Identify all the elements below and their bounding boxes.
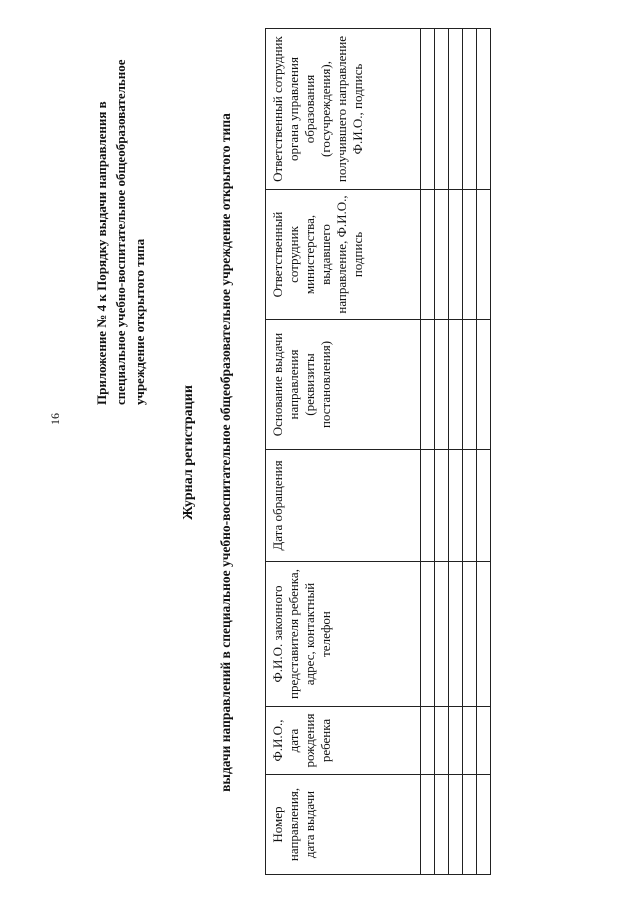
table-cell xyxy=(435,707,449,775)
page-number: 16 xyxy=(48,413,62,425)
table-cell xyxy=(477,707,491,775)
column-header-representative: Ф.И.О. законного представителя ребенка, адрес, контактный телефон xyxy=(266,562,421,707)
table-row xyxy=(477,29,491,875)
table-cell xyxy=(435,190,449,320)
table-cell xyxy=(421,29,435,190)
table-row xyxy=(463,29,477,875)
table-cell xyxy=(435,562,449,707)
journal-subtitle: выдачи направлений в специальное учебно-воспитательное общеобразовательное учреждение открытого типа xyxy=(218,113,233,792)
table-cell xyxy=(421,190,435,320)
table-cell xyxy=(449,320,463,450)
table-header-row xyxy=(266,29,421,875)
table-cell xyxy=(463,320,477,450)
table-cell xyxy=(449,562,463,707)
column-header-request-date: Дата обращения xyxy=(266,450,421,562)
column-header-receiving-employee: Ответственный сотрудник органа управления образования (госучреждения), получившего направление Ф.И.О., подпись xyxy=(266,29,421,190)
table-cell xyxy=(463,562,477,707)
table-cell xyxy=(435,29,449,190)
table-cell xyxy=(435,320,449,450)
table-cell xyxy=(435,450,449,562)
table-cell xyxy=(463,707,477,775)
table-cell xyxy=(477,775,491,875)
table-cell xyxy=(421,320,435,450)
table-cell xyxy=(477,450,491,562)
table-cell xyxy=(477,320,491,450)
table-row xyxy=(449,29,463,875)
table-cell xyxy=(421,707,435,775)
table-body xyxy=(421,29,491,875)
table-cell xyxy=(435,775,449,875)
column-header-child-name: Ф.И.О., дата рождения ребенка xyxy=(266,707,421,775)
journal-title: Журнал регистрации xyxy=(181,385,196,520)
column-header-ministry-employee: Ответственный сотрудник министерства, выдавшего направление, Ф.И.О., подпись xyxy=(266,190,421,320)
table-cell xyxy=(477,29,491,190)
table-cell xyxy=(449,707,463,775)
table-cell xyxy=(449,450,463,562)
table-cell xyxy=(421,562,435,707)
column-header-basis: Основание выдачи направления (реквизиты постановления) xyxy=(266,320,421,450)
table-cell xyxy=(477,562,491,707)
table-cell xyxy=(449,190,463,320)
table-row xyxy=(421,29,435,875)
table-cell xyxy=(477,190,491,320)
appendix-heading: Приложение № 4 к Порядку выдачи направления в специальное учебно-воспитательное общеобразовательное учреждение открытого типа xyxy=(94,59,147,405)
column-header-direction-number: Номер направления, дата выдачи xyxy=(266,775,421,875)
table-cell xyxy=(449,775,463,875)
table-cell xyxy=(463,450,477,562)
table-cell xyxy=(421,450,435,562)
table-row xyxy=(435,29,449,875)
table-cell xyxy=(421,775,435,875)
registration-table xyxy=(265,28,491,875)
table-cell xyxy=(463,190,477,320)
table-cell xyxy=(463,29,477,190)
table-cell xyxy=(449,29,463,190)
table-cell xyxy=(463,775,477,875)
